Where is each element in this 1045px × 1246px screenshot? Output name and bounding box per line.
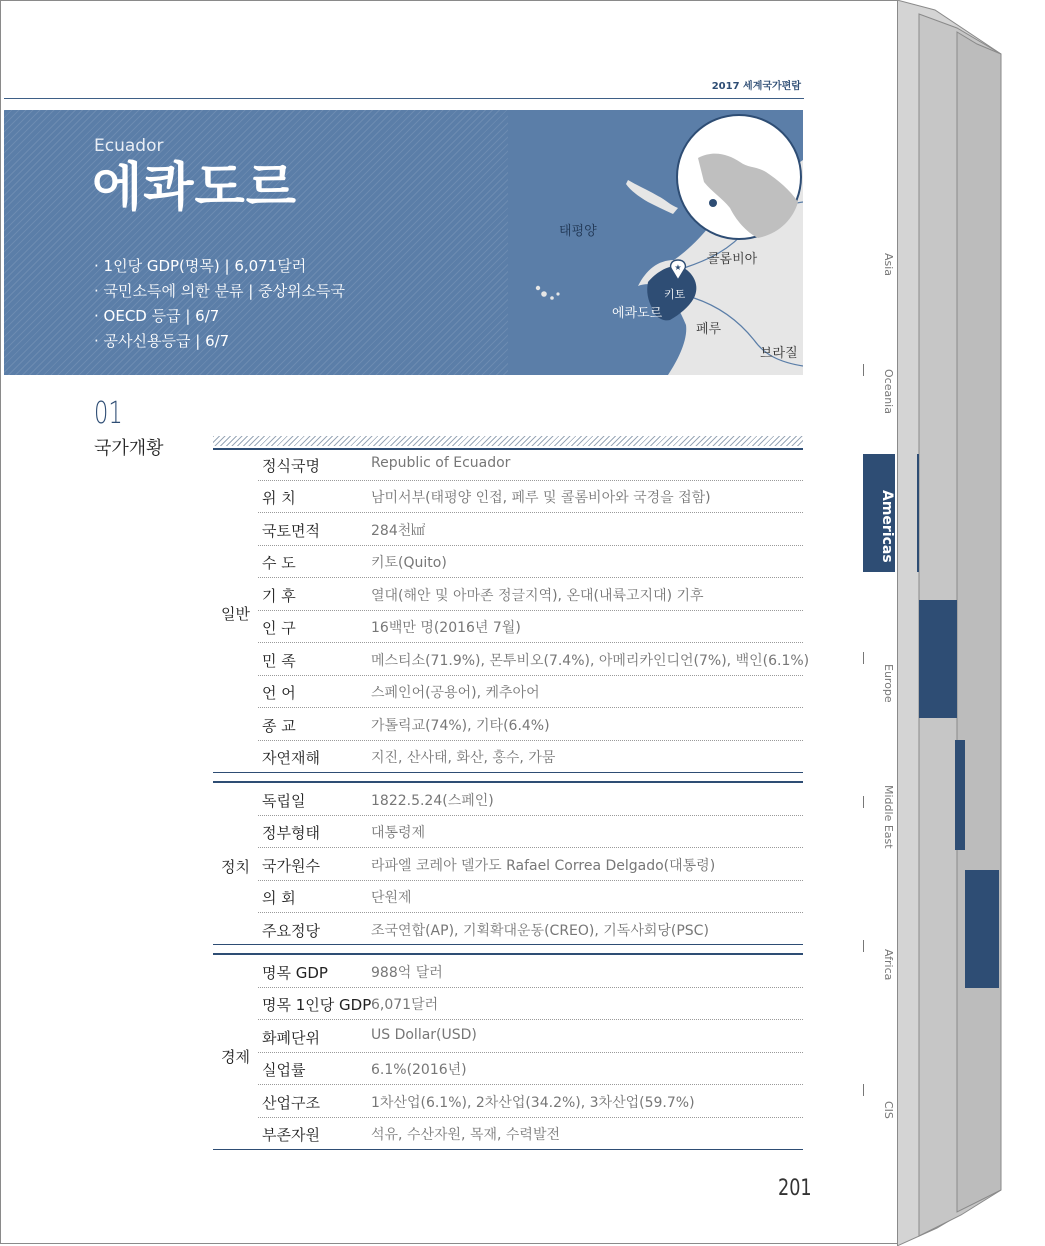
row-key: 산업구조 — [262, 1094, 320, 1112]
map-label-colombia: 콜롬비아 — [707, 252, 758, 267]
table-row — [258, 914, 803, 946]
row-key: 독립일 — [262, 792, 306, 810]
tab-cis[interactable]: CIS — [863, 1080, 895, 1140]
country-name-en: Ecuador — [94, 136, 164, 156]
tab-oceania[interactable]: Oceania — [863, 346, 895, 436]
table-row — [258, 956, 803, 988]
row-value: 단원제 — [371, 890, 412, 906]
table-row — [258, 849, 803, 881]
row-key: 화폐단위 — [262, 1029, 320, 1047]
table-row — [258, 481, 803, 513]
table-row — [258, 579, 803, 611]
table-header-hatch — [213, 436, 803, 446]
row-key: 수 도 — [262, 554, 296, 572]
table-row — [258, 546, 803, 578]
row-key: 의 회 — [262, 889, 296, 907]
tab-africa[interactable]: Africa — [863, 930, 895, 1000]
table-bottom-rule — [213, 1149, 803, 1150]
row-key: 민 족 — [262, 652, 296, 670]
row-value: 6,071달러 — [371, 997, 439, 1013]
tab-middle-east[interactable]: Middle East — [863, 772, 895, 862]
category-general: 일반 — [221, 605, 250, 623]
table-row — [258, 676, 803, 708]
row-key: 실업률 — [262, 1061, 306, 1079]
map-label-ecuador: 에콰도르 — [612, 306, 663, 321]
row-key: 정식국명 — [262, 457, 320, 475]
row-value: 284천㎢ — [371, 523, 426, 539]
section-title: 국가개황 — [94, 438, 164, 459]
tab-asia[interactable]: Asia — [882, 253, 895, 277]
table-row — [258, 1053, 803, 1085]
row-key: 인 구 — [262, 619, 296, 637]
country-name-kr: 에콰도르 — [92, 158, 297, 218]
fact-oecd-grade: · OECD 등급 | 6/7 — [94, 307, 220, 325]
page-edges — [897, 0, 1045, 1246]
section-number: 01 — [94, 396, 123, 431]
map-label-pacific: 태평양 — [559, 224, 597, 239]
group-divider — [213, 781, 803, 783]
row-key: 위 치 — [262, 489, 296, 507]
row-key: 종 교 — [262, 717, 296, 735]
row-value: 키토(Quito) — [371, 555, 447, 571]
table-row — [258, 881, 803, 913]
row-value: 석유, 수산자원, 목재, 수력발전 — [371, 1127, 560, 1143]
map-label-brazil: 브라질 — [760, 346, 798, 361]
table-row — [258, 784, 803, 816]
map-label-quito: 키토 — [664, 288, 686, 301]
row-key: 명목 1인당 GDP — [262, 996, 372, 1014]
row-key: 부존자원 — [262, 1126, 320, 1144]
row-key: 자연재해 — [262, 749, 320, 767]
table-row — [258, 1021, 803, 1053]
table-row — [258, 514, 803, 546]
table-row — [258, 816, 803, 848]
location-map — [508, 110, 803, 375]
table-row — [258, 988, 803, 1020]
table-row — [258, 1086, 803, 1118]
row-value: 가톨릭교(74%), 기타(6.4%) — [371, 718, 550, 734]
row-value: 대통령제 — [371, 825, 426, 841]
category-politics: 정치 — [221, 858, 250, 876]
row-value: 1822.5.24(스페인) — [371, 793, 494, 809]
row-key: 정부형태 — [262, 824, 320, 842]
row-value: 6.1%(2016년) — [371, 1062, 467, 1078]
fact-gdp: · 1인당 GDP(명목) | 6,071달러 — [94, 257, 307, 275]
row-value: 라파엘 코레아 델가도 Rafael Correa Delgado(대통령) — [371, 858, 716, 874]
tab-europe[interactable]: Europe — [863, 638, 895, 728]
table-row — [258, 449, 803, 481]
category-economy: 경제 — [221, 1048, 250, 1066]
table-row — [258, 741, 803, 773]
fact-credit-grade: · 공사신용등급 | 6/7 — [94, 332, 230, 350]
row-key: 기 후 — [262, 587, 296, 605]
map-label-peru: 페루 — [696, 322, 722, 337]
tab-americas[interactable]: Americas — [863, 454, 895, 572]
row-key: 국가원수 — [262, 857, 320, 875]
row-key: 언 어 — [262, 684, 296, 702]
row-value: 16백만 명(2016년 7월) — [371, 620, 521, 636]
row-key: 국토면적 — [262, 522, 320, 540]
svg-text:★: ★ — [674, 263, 682, 272]
row-value: 지진, 산사태, 화산, 홍수, 가뭄 — [371, 750, 556, 766]
table-row — [258, 644, 810, 676]
book-title: 2017 세계국가편람 — [711, 81, 801, 92]
row-key: 명목 GDP — [262, 964, 328, 982]
row-value: Republic of Ecuador — [371, 455, 511, 471]
group-divider — [213, 944, 803, 945]
table-row — [258, 1118, 803, 1150]
row-value: 988억 달러 — [371, 965, 443, 981]
row-value: US Dollar(USD) — [371, 1027, 477, 1043]
page-number: 201 — [778, 1176, 812, 1201]
group-divider — [213, 772, 803, 773]
row-value: 열대(해안 및 아마존 정글지역), 온대(내륙고지대) 기후 — [371, 588, 704, 604]
table-row — [258, 709, 803, 741]
table-row — [258, 611, 803, 643]
country-facts — [94, 254, 345, 354]
row-key: 주요정당 — [262, 922, 320, 940]
row-value: 조국연합(AP), 기획확대운동(CREO), 기독사회당(PSC) — [371, 923, 709, 939]
row-value: 남미서부(태평양 인접, 페루 및 콜롬비아와 국경을 접함) — [371, 490, 711, 506]
group-divider — [213, 953, 803, 955]
row-value: 1차산업(6.1%), 2차산업(34.2%), 3차산업(59.7%) — [371, 1095, 695, 1111]
row-value: 메스티소(71.9%), 몬투비오(7.4%), 아메리카인디언(7%), 백인(6.1%) — [371, 653, 810, 669]
row-value: 스페인어(공용어), 케추아어 — [371, 685, 540, 701]
fact-income-class: · 국민소득에 의한 분류 | 중상위소득국 — [94, 282, 346, 300]
header-rule — [4, 98, 804, 99]
